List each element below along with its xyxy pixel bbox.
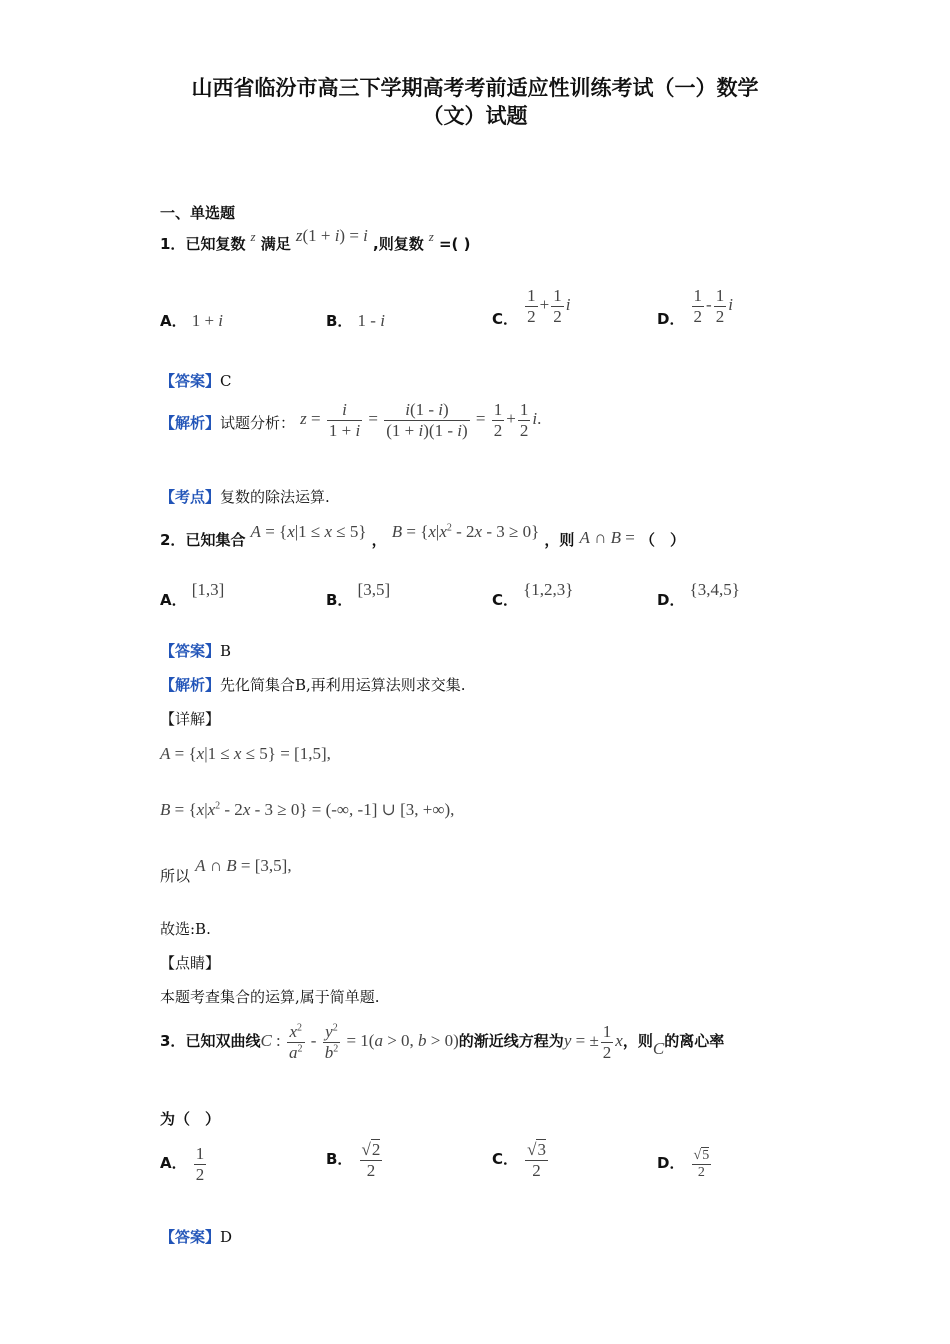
q3-curve: C : $\frac{x^2}{a^2}$ - $\frac{y^2}{b^2}$ = 1(a > 0, b > 0) [260, 1022, 459, 1062]
q1-analysis-text: 试题分析： [220, 413, 296, 432]
q2-detail-3-prefix: 所以 [160, 867, 191, 885]
q2-answer-value: B [220, 642, 232, 660]
q3-answer-value: D [220, 1228, 233, 1246]
q1-z: z [250, 229, 256, 244]
q1-option-c-value: $\frac{1}{2}$ + $\frac{1}{2}$ i [527, 286, 571, 326]
q2-detail-2: $B = \{x|x^2 - 2x - 3 \ge 0\}$ = (-∞, -1] ∪ [3, +∞), [160, 800, 455, 819]
q1-kaodian [160, 486, 330, 507]
q3-number: 3． [160, 1031, 186, 1050]
q2-detail-3-formula: A ∩ B = [3,5], [195, 856, 292, 875]
q2-detail-1: A = {x|1 ≤ x ≤ 5} = [1,5], [160, 744, 331, 763]
q2-option-c[interactable] [492, 580, 573, 610]
q3-option-a-value: $\frac{1}{2}$ [195, 1144, 205, 1184]
q1-z2: z [428, 229, 434, 244]
q2-option-c-label: C． [492, 591, 519, 609]
q3-option-b[interactable] [326, 1140, 384, 1180]
q1-answer-tag: 【答案】 [160, 372, 221, 390]
q3-option-b-value: $\frac{√2}{2}$ [361, 1140, 381, 1180]
q1-option-b[interactable] [326, 310, 385, 331]
q2-analysis-text: 先化简集合B,再利用运算法则求交集. [220, 676, 466, 694]
q2-analysis-tag: 【解析】 [160, 676, 221, 694]
q3-option-c-label: C． [492, 1149, 519, 1168]
doc-title-line2: （文）试题 [422, 104, 528, 128]
q2-number: 2． [160, 531, 186, 549]
q3-option-d[interactable] [657, 1148, 713, 1181]
q2-comment-tag: 【点睛】 [160, 954, 221, 972]
q1-kaodian-tag: 【考点】 [160, 488, 221, 506]
q2-set-a: A = {x|1 ≤ x ≤ 5} [250, 522, 367, 541]
q1-stem-b: 满足 [260, 235, 291, 253]
q2-analysis [160, 674, 466, 695]
q1-option-c-label: C． [492, 309, 519, 328]
q1-option-d-label: D． [657, 309, 685, 328]
q1-option-b-label: B． [326, 312, 353, 330]
q2-option-a-value: [1,3] [191, 580, 225, 599]
q3-option-d-value: $\frac{√5}{2}$ [693, 1148, 710, 1181]
q3-stem-a: 已知双曲线 [185, 1031, 261, 1050]
q2-option-a-label: A． [160, 591, 187, 609]
q1-option-a[interactable] [160, 310, 223, 331]
q1-option-b-value: 1 - i [357, 311, 385, 330]
q1-analysis [160, 400, 541, 440]
q1-option-c[interactable] [492, 286, 570, 329]
q2-option-b[interactable] [326, 580, 390, 610]
q2-option-c-value: {1,2,3} [523, 580, 574, 599]
q2-option-d-label: D． [657, 591, 685, 609]
q3-option-b-label: B． [326, 1149, 353, 1168]
q2-stem-b: ，则 [544, 531, 575, 549]
section-heading: 一、单选题 [160, 204, 236, 222]
q3-stem-d: 的离心率 [664, 1031, 725, 1050]
q3-answer-tag: 【答案】 [160, 1228, 221, 1246]
q3-stem [160, 1022, 724, 1062]
q1-condition: z(1 + i) = i [295, 226, 368, 245]
q2-answer [160, 640, 231, 661]
q1-stem-c: ,则复数 [373, 235, 424, 253]
q1-answer-value: C [220, 372, 232, 390]
doc-title-line1: 山西省临汾市高三下学期高考考前适应性训练考试（一）数学 [191, 76, 759, 100]
q2-choose: 故选:B. [160, 920, 211, 938]
q3-option-d-label: D． [657, 1153, 685, 1172]
q2-option-d[interactable] [657, 580, 740, 610]
q2-detail-3 [160, 856, 292, 886]
q3-option-a[interactable] [160, 1144, 208, 1184]
q2-comment-text: 本题考查集合的运算,属于简单题. [160, 988, 380, 1006]
q1-analysis-tag: 【解析】 [160, 413, 221, 432]
q2-option-b-label: B． [326, 591, 353, 609]
q3-stem-e: 为（ ） [160, 1110, 221, 1128]
q1-stem [160, 226, 470, 266]
q3-option-c-value: $\frac{√3}{2}$ [527, 1140, 546, 1180]
q2-option-d-value: {3,4,5} [689, 580, 740, 599]
q1-option-a-value: 1 + i [191, 311, 224, 330]
q1-stem-a: 已知复数 [185, 235, 246, 253]
q1-analysis-formula: z = $\frac{i}{1 + i}$ = $\frac{i(1 - i)}{(1 + i)(1 - i)}$ = $\frac{1}{2}$ + $\frac{1}{2}$ i. [300, 400, 542, 440]
q1-kaodian-text: 复数的除法运算. [220, 488, 330, 506]
q3-option-c[interactable] [492, 1140, 550, 1180]
q3-answer [160, 1226, 232, 1247]
q3-stem-c: ，则 [622, 1031, 653, 1050]
q1-option-a-label: A． [160, 312, 187, 330]
q2-set-b: $B = \{x|x^2 - 2x - 3 \ge 0\}$ [391, 522, 540, 541]
q1-number: 1． [160, 235, 186, 253]
q1-answer [160, 370, 232, 391]
q2-detail-tag: 【详解】 [160, 710, 221, 728]
q1-stem-d: =( ) [438, 235, 471, 253]
q1-option-d-value: $\frac{1}{2}$ - $\frac{1}{2}$ i [693, 286, 733, 326]
q2-stem-a: 已知集合 [185, 531, 246, 549]
q2-paren: （ ） [639, 531, 685, 549]
q2-option-b-value: [3,5] [357, 580, 391, 599]
q1-option-d[interactable] [657, 286, 733, 329]
q3-asymptote: y = ± $\frac{1}{2}$ x [563, 1022, 623, 1062]
q3-stem-b: 的渐近线方程为 [458, 1031, 564, 1050]
q2-intersect: A ∩ B = [579, 528, 635, 547]
q2-option-a[interactable] [160, 580, 224, 610]
q3-c-var: C [652, 1038, 665, 1058]
q3-option-a-label: A． [160, 1153, 187, 1172]
q2-sep: ， [371, 531, 387, 549]
q2-stem [160, 522, 685, 550]
q2-answer-tag: 【答案】 [160, 642, 221, 660]
